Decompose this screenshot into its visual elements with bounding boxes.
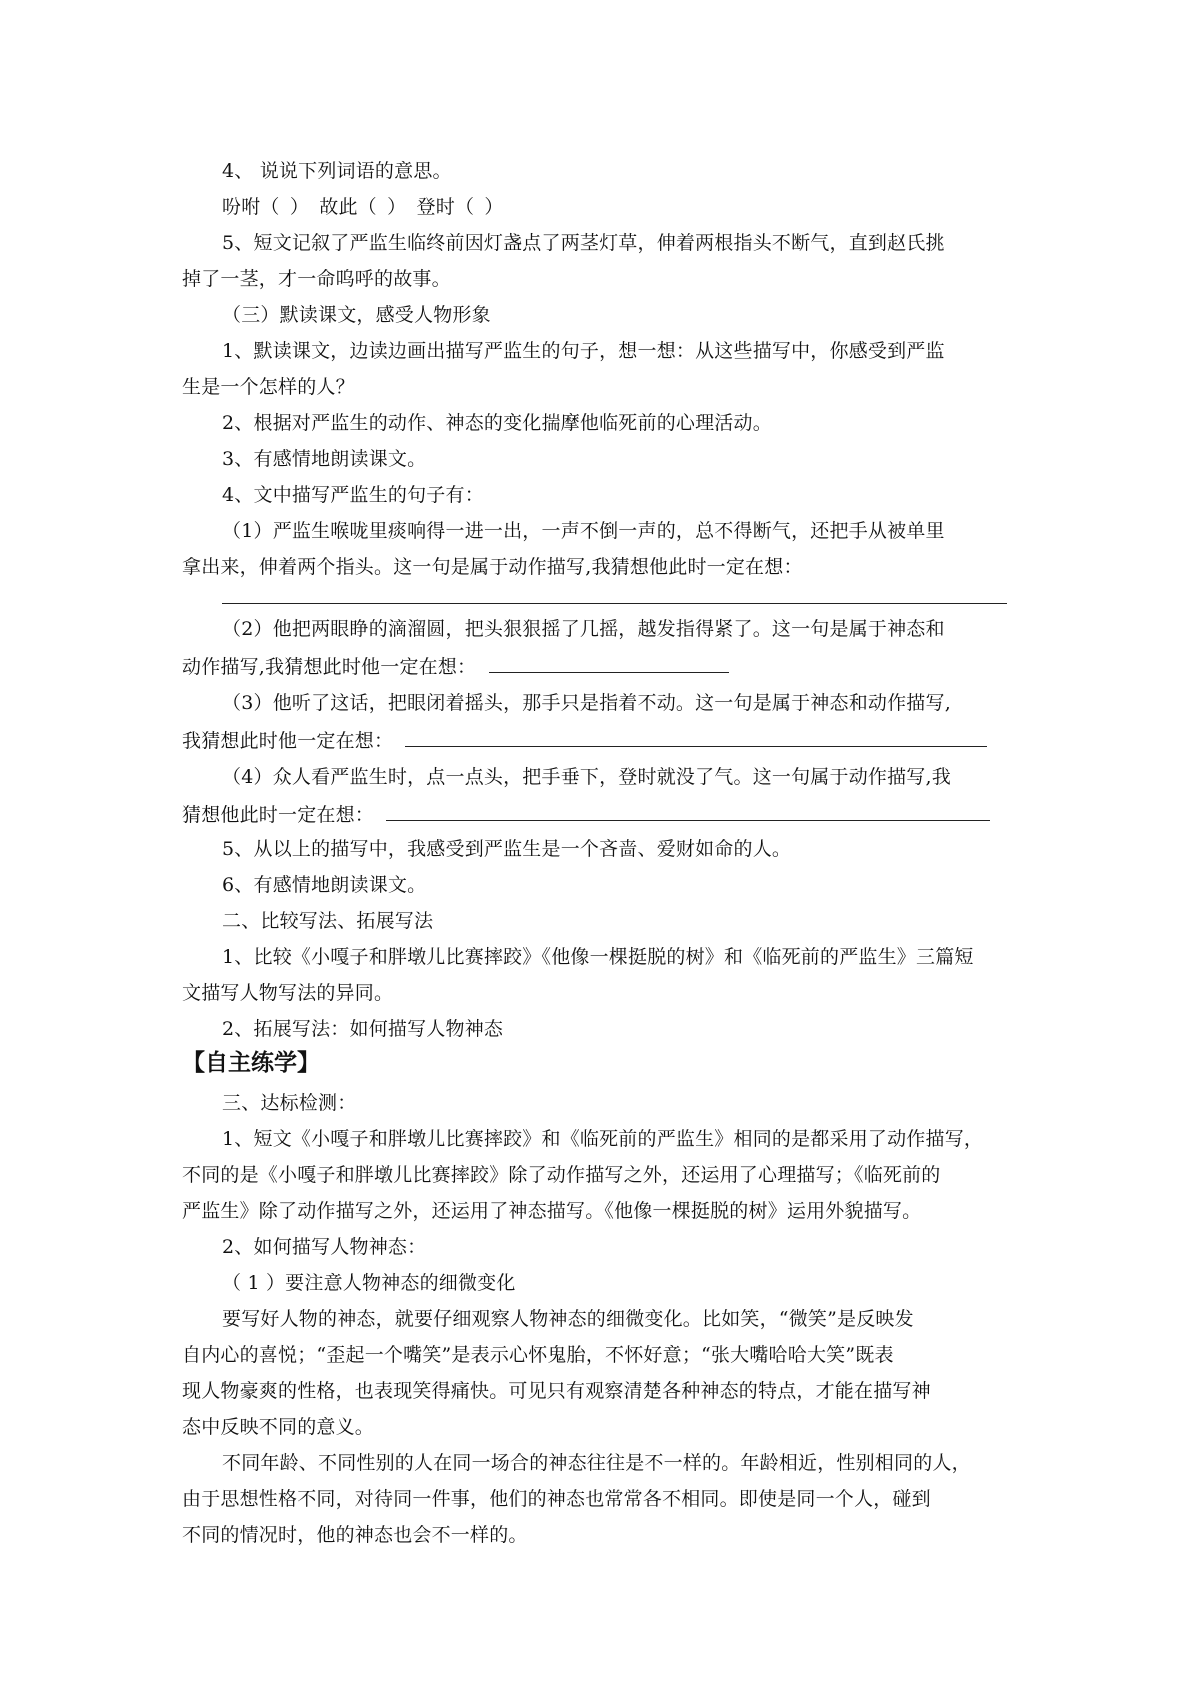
answer-line-3[interactable] [405, 726, 987, 747]
answer-line-4[interactable] [386, 800, 990, 821]
p2-line2: 动作描写,我猜想此时他一定在想： [182, 656, 477, 678]
part2-title: 二、比较写法、拓展写法 [222, 910, 434, 932]
p3-line2: 我猜想此时他一定在想： [182, 730, 394, 752]
s3-1-line2: 生是一个怎样的人？ [182, 376, 355, 398]
para1-line2: 自内心的喜悦；“歪起一个嘴笑”是表示心怀鬼胎，不怀好意；“张大嘴哈哈大笑”既表 [182, 1344, 894, 1366]
s3-6: 6、有感情地朗读课文。 [222, 874, 427, 896]
section3-title: （三）默读课文，感受人物形象 [222, 304, 491, 326]
part3-1-line1: 1、短文《小嘎子和胖墩儿比赛摔跤》和《临死前的严监生》相同的是都采用了动作描写， [222, 1128, 984, 1150]
s3-4: 4、文中描写严监生的句子有： [222, 484, 484, 506]
p3-line2-row [182, 726, 987, 754]
p3-line1: （3）他听了这话，把眼闭着摇头，那手只是指着不动。这一句是属于神态和动作描写, [222, 692, 951, 714]
p1-line1: （1）严监生喉咙里痰响得一进一出，一声不倒一声的，总不得断气，还把手从被单里 [222, 520, 945, 542]
q4-title: 4、 说说下列词语的意思。 [222, 160, 452, 182]
part3-2: 2、如何描写人物神态： [222, 1236, 427, 1258]
para2-line3: 不同的情况时，他的神态也会不一样的。 [182, 1524, 528, 1546]
p4-line2-row [182, 800, 990, 828]
p1-line2: 拿出来，伸着两个指头。这一句是属于动作描写,我猜想他此时一定在想： [182, 556, 803, 578]
part3-1-line3: 严监生》除了动作描写之外，还运用了神态描写。《他像一棵挺脱的树》运用外貌描写。 [182, 1200, 922, 1222]
q4-words: 吩咐（ ） 故此（ ） 登时（ ） [222, 196, 504, 218]
para1-line3: 现人物豪爽的性格，也表现笑得痛快。可见只有观察清楚各种神态的特点，才能在描写神 [182, 1380, 931, 1402]
p2-line1: （2）他把两眼睁的滴溜圆，把头狠狠摇了几摇，越发指得紧了。这一句是属于神态和 [222, 618, 945, 640]
q5-line1: 5、短文记叙了严监生临终前因灯盏点了两茎灯草，伸着两根指头不断气，直到赵氏挑 [222, 232, 945, 254]
q5-line2: 掉了一茎，才一命呜呼的故事。 [182, 268, 451, 290]
part3-title: 三、达标检测： [222, 1092, 357, 1114]
part3-1-line2: 不同的是《小嘎子和胖墩儿比赛摔跤》除了动作描写之外，还运用了心理描写；《临死前的 [182, 1164, 941, 1186]
s3-1-line1: 1、默读课文，边读边画出描写严监生的句子，想一想：从这些描写中，你感受到严监 [222, 340, 945, 362]
heading-self-study: 【自主练学】 [182, 1050, 320, 1076]
part3-2-1: （ 1 ）要注意人物神态的细微变化 [222, 1272, 516, 1294]
s3-3: 3、有感情地朗读课文。 [222, 448, 427, 470]
p4-line1: （4）众人看严监生时，点一点头，把手垂下，登时就没了气。这一句属于动作描写,我 [222, 766, 951, 788]
para1-line1: 要写好人物的神态，就要仔细观察人物神态的细微变化。比如笑，“微笑”是反映发 [222, 1308, 914, 1330]
p4-line2: 猜想他此时一定在想： [182, 804, 375, 826]
part2-1-line2: 文描写人物写法的异同。 [182, 982, 394, 1004]
part2-2: 2、拓展写法：如何描写人物神态 [222, 1018, 504, 1040]
para1-line4: 态中反映不同的意义。 [182, 1416, 375, 1438]
para2-line2: 由于思想性格不同，对待同一件事，他们的神态也常常各不相同。即使是同一个人，碰到 [182, 1488, 931, 1510]
s3-5: 5、从以上的描写中，我感受到严监生是一个吝啬、爱财如命的人。 [222, 838, 792, 860]
s3-2: 2、根据对严监生的动作、神态的变化揣摩他临死前的心理活动。 [222, 412, 772, 434]
answer-line-1[interactable] [222, 603, 1007, 604]
para2-line1: 不同年龄、不同性别的人在同一场合的神态往往是不一样的。年龄相近，性别相同的人， [222, 1452, 971, 1474]
answer-line-2[interactable] [489, 652, 729, 673]
part2-1-line1: 1、比较《小嘎子和胖墩儿比赛摔跤》《他像一棵挺脱的树》和《临死前的严监生》三篇短 [222, 946, 974, 968]
p2-line2-row [182, 652, 729, 680]
